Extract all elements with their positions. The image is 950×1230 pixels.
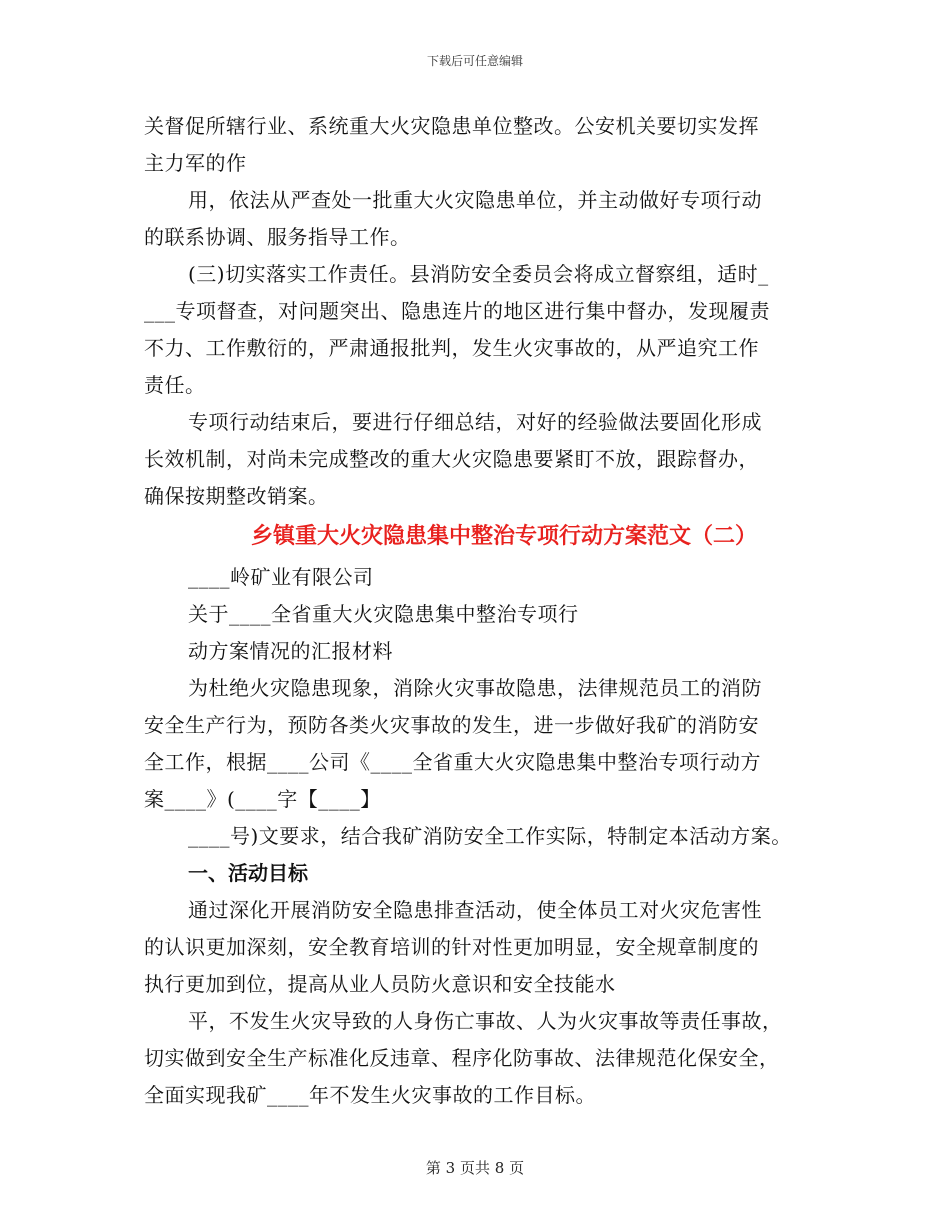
paragraph-line: 为杜绝火灾隐患现象，消除火灾事故隐患，法律规范员工的消防 — [188, 676, 762, 700]
paragraph-line: 执行更加到位，提高从业人员防火意识和安全技能水 — [144, 972, 616, 996]
subsection-heading: 一、活动目标 — [188, 861, 308, 885]
paragraph-line: 不力、工作敷衍的，严肃通报批判，发生火灾事故的，从严追究工作 — [144, 336, 759, 360]
paragraph-line: 平，不发生火灾导致的人身伤亡事故、人为火灾事故等责任事故， — [188, 1009, 783, 1033]
paragraph-line: 长效机制，对尚未完成整改的重大火灾隐患要紧盯不放，跟踪督办， — [144, 447, 759, 471]
paragraph-line: 全面实现我矿____年不发生火灾事故的工作目标。 — [144, 1083, 596, 1107]
paragraph-line: 安全生产行为，预防各类火灾事故的发生，进一步做好我矿的消防安 — [144, 713, 759, 737]
document-body — [144, 108, 834, 1114]
paragraph-line: 的认识更加深刻，安全教育培训的针对性更加明显，安全规章制度的 — [144, 935, 759, 959]
paragraph-line: 切实做到安全生产标准化反违章、程序化防事故、法律规范化保安全， — [144, 1046, 780, 1070]
paragraph-line: ___专项督查，对问题突出、隐患连片的地区进行集中督办，发现履责 — [144, 299, 770, 323]
paragraph-line: (三)切实落实工作责任。县消防安全委员会将成立督察组，适时_ — [188, 262, 769, 286]
section-title: 乡镇重大火灾隐患集中整治专项行动方案范文（二） — [250, 524, 757, 549]
page-footer: 第 3 页共 8 页 — [425, 1159, 525, 1177]
paragraph-line: 关于____全省重大火灾隐患集中整治专项行 — [188, 602, 579, 626]
paragraph-line: 关督促所辖行业、系统重大火灾隐患单位整改。公安机关要切实发挥 — [144, 114, 759, 138]
paragraph-line: 确保按期整改销案。 — [144, 484, 329, 508]
page-header: 下载后可任意编辑 — [426, 54, 523, 68]
paragraph-line: ____号)文要求，结合我矿消防安全工作实际，特制定本活动方案。 — [188, 824, 792, 848]
paragraph-line: 责任。 — [144, 373, 206, 397]
paragraph-line: 专项行动结束后，要进行仔细总结，对好的经验做法要固化形成 — [188, 410, 762, 434]
paragraph-line: 动方案情况的汇报材料 — [188, 639, 393, 663]
paragraph-line: ____岭矿业有限公司 — [188, 565, 374, 589]
paragraph-line: 通过深化开展消防安全隐患排查活动，使全体员工对火灾危害性 — [188, 898, 762, 922]
paragraph-line: 用，依法从严查处一批重大火灾隐患单位，并主动做好专项行动 — [188, 188, 762, 212]
paragraph-line: 案____》(____字【____】 — [144, 787, 381, 811]
paragraph-line: 全工作，根据____公司《____全省重大火灾隐患集中整治专项行动方 — [144, 750, 761, 774]
paragraph-line: 主力军的作 — [144, 151, 247, 175]
paragraph-line: 的联系协调、服务指导工作。 — [144, 225, 411, 249]
